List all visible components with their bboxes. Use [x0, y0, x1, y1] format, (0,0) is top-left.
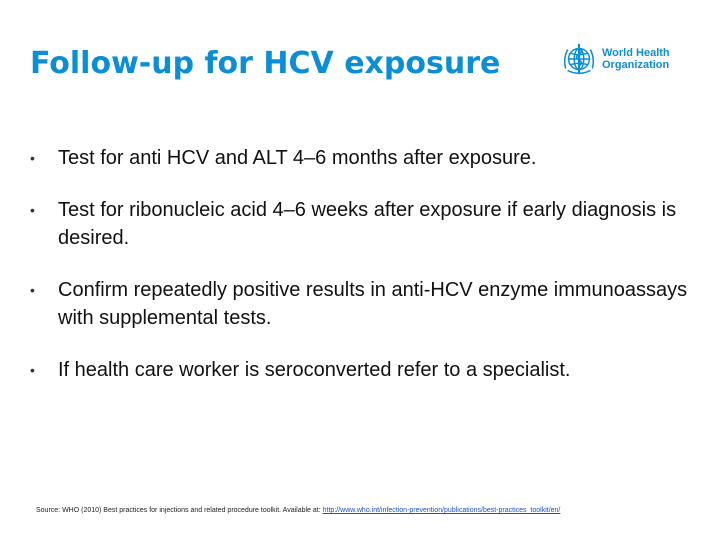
bullet-dot: •: [30, 150, 35, 166]
bullet-dot: •: [30, 362, 35, 378]
slide-title: Follow-up for HCV exposure: [30, 46, 501, 81]
logo-line-2: Organization: [602, 59, 670, 71]
who-emblem-icon: [560, 40, 598, 78]
bullet-item: [30, 276, 710, 332]
who-logo: [560, 38, 700, 80]
bullet-item: [30, 196, 710, 252]
bullet-dot: •: [30, 282, 35, 298]
bullet-text: Confirm repeatedly positive results in anti-HCV enzyme immunoassays with supplemental tests.: [58, 279, 688, 329]
bullet-text: Test for ribonucleic acid 4–6 weeks after exposure if early diagnosis is desired.: [58, 199, 677, 249]
bullet-item: [30, 356, 710, 384]
logo-line-1: World Health: [602, 47, 670, 59]
bullet-text: Test for anti HCV and ALT 4–6 months after exposure.: [58, 147, 537, 169]
bullet-text: If health care worker is seroconverted refer to a specialist.: [58, 359, 571, 381]
bullet-dot: •: [30, 202, 35, 218]
bullet-item: [30, 144, 710, 172]
source-link[interactable]: http://www.who.int/infection-prevention/publications/best-practices_toolkit/en/: [322, 507, 561, 514]
source-citation: [36, 507, 560, 514]
source-text: Source: WHO (2010) Best practices for injections and related procedure toolkit. Available at:: [36, 507, 321, 514]
bullet-list: [30, 144, 710, 408]
who-logo-text: [602, 47, 670, 71]
